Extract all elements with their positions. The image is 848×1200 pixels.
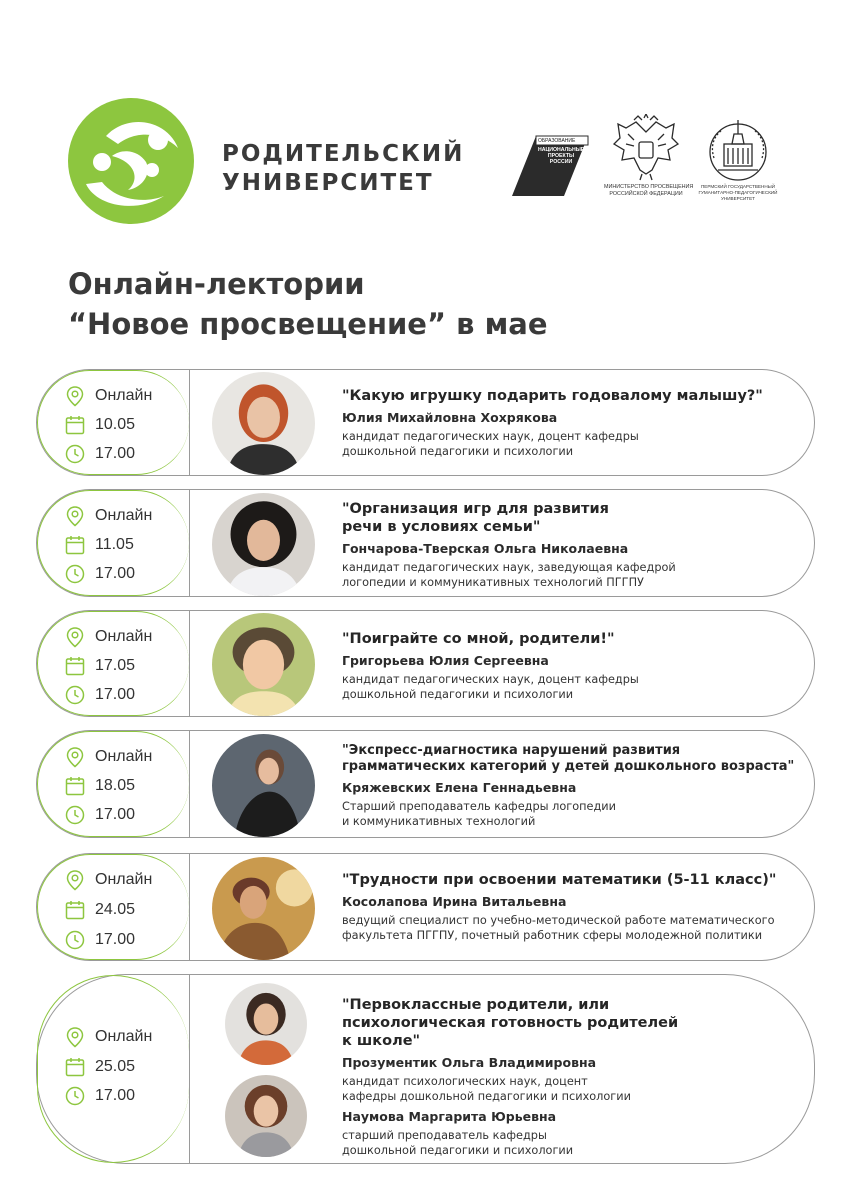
speaker-photo (212, 857, 315, 960)
event-time: 17.00 (95, 445, 136, 462)
ministry-caption (604, 184, 694, 198)
speaker-name: Юлия Михайловна Хохрякова (342, 410, 558, 425)
speaker-name: Косолапова Ирина Витальевна (342, 894, 567, 909)
event-meta (37, 611, 189, 716)
uni-line-3: УНИВЕРСИТЕТ (721, 196, 755, 201)
event-info (342, 996, 797, 1158)
speaker-position-line: ведущий специалист по учебно-методической работе математического (342, 914, 775, 927)
event-format-row (64, 626, 152, 648)
event-meta (37, 854, 189, 960)
uni-line-2: ГУМАНИТАРНО-ПЕДАГОГИЧЕСКИЙ (698, 190, 778, 195)
calendar-icon (64, 655, 86, 677)
event-date: 10.05 (95, 416, 136, 433)
event-date: 25.05 (95, 1058, 136, 1075)
speaker-position (342, 560, 797, 590)
event-time-row (64, 929, 135, 951)
speaker-position-line: кандидат психологических наук, доцент (342, 1075, 588, 1088)
speaker-position-line: кандидат педагогических наук, доцент кафедры (342, 673, 639, 686)
lecture-title-line: "Экспресс-диагностика нарушений развития (342, 743, 681, 758)
lecture-title-line: "Какую игрушку подарить годовалому малышу?" (342, 388, 763, 404)
brand-line-2: УНИВЕРСИТЕТ (222, 170, 434, 196)
clock-icon (64, 1085, 86, 1107)
lecture-title-line: к школе" (342, 1033, 421, 1049)
event-date: 24.05 (95, 901, 136, 918)
calendar-icon (64, 1056, 86, 1078)
event-time: 17.00 (95, 1087, 136, 1104)
event-time-row (64, 1085, 135, 1107)
location-pin-icon (64, 385, 86, 407)
ministry-line-2: РОССИЙСКОЙ ФЕДЕРАЦИИ (609, 191, 683, 197)
speaker-position-line: кандидат педагогических наук, доцент кафедры (342, 430, 639, 443)
lecture-title (342, 500, 797, 536)
lecture-title (342, 630, 797, 648)
event-date-row (64, 899, 135, 921)
location-pin-icon (64, 626, 86, 648)
speaker-position-2 (342, 1128, 797, 1158)
np-logo-line-2: ПРОЕКТЫ (547, 153, 575, 159)
location-pin-icon (64, 746, 86, 768)
np-logo-line-3: РОССИИ (549, 159, 573, 165)
event-info (342, 630, 797, 702)
event-info (342, 871, 797, 943)
speaker-position-line: дошкольной педагогики и психологии (342, 1144, 574, 1157)
speaker-photo (212, 493, 315, 596)
event-meta (37, 490, 189, 596)
university-building-icon (696, 114, 780, 184)
calendar-icon (64, 414, 86, 436)
event-meta (37, 731, 189, 837)
brand-name (222, 140, 464, 198)
double-headed-eagle-icon (604, 114, 688, 184)
speaker-position-line: кафедры дошкольной педагогики и психологии (342, 1090, 631, 1103)
speaker-name: Григорьева Юлия Сергеевна (342, 653, 549, 668)
event-format: Онлайн (95, 387, 153, 404)
card-divider (189, 975, 190, 1163)
event-date: 18.05 (95, 777, 136, 794)
national-projects-logo (512, 134, 590, 198)
speaker-position-line: логопедии и коммуникативных технологий ПГГПУ (342, 576, 644, 589)
card-divider (189, 611, 190, 716)
speaker-position-line: Старший преподаватель кафедры логопедии (342, 800, 616, 813)
lecture-title-line: "Поиграйте со мной, родители!" (342, 631, 615, 647)
speaker-position-line: старший преподаватель кафедры (342, 1129, 547, 1142)
card-divider (189, 370, 190, 475)
event-format-row (64, 869, 152, 891)
event-time: 17.00 (95, 565, 136, 582)
card-divider (189, 731, 190, 837)
event-time: 17.00 (95, 806, 136, 823)
event-info (342, 743, 797, 829)
page-title (68, 264, 548, 344)
event-date: 17.05 (95, 657, 136, 674)
event-date-row (64, 534, 134, 556)
lecture-title (342, 871, 797, 889)
lecture-title-line: психологическая готовность родителей (342, 1015, 679, 1031)
event-time: 17.00 (95, 686, 136, 703)
card-divider (189, 854, 190, 960)
event-time-row (64, 804, 135, 826)
event-card (36, 610, 815, 717)
page-title-line-1: Онлайн-лектории (68, 267, 365, 301)
event-card (36, 853, 815, 961)
speaker-position-line: факультета ПГГПУ, почетный работник сферы молодежной политики (342, 929, 763, 942)
event-time-row (64, 443, 135, 465)
speaker-name: Кряжевских Елена Геннадьевна (342, 780, 577, 795)
lecture-title-line: речи в условиях семьи" (342, 519, 541, 535)
lecture-title (342, 743, 797, 775)
speaker-name-2: Наумова Маргарита Юрьевна (342, 1109, 557, 1124)
event-time: 17.00 (95, 931, 136, 948)
event-info (342, 387, 797, 459)
calendar-icon (64, 534, 86, 556)
speaker-photo (212, 613, 315, 716)
location-pin-icon (64, 1026, 86, 1048)
event-time-row (64, 563, 135, 585)
clock-icon (64, 929, 86, 951)
page-title-line-2: “Новое просвещение” в мае (68, 307, 548, 341)
speaker-photo (212, 372, 315, 475)
lecture-title-line: грамматических категорий у детей дошкольного возраста" (342, 759, 795, 774)
brand-line-1: РОДИТЕЛЬСКИЙ (222, 141, 465, 167)
speaker-position (342, 799, 797, 829)
speaker-photo (212, 734, 315, 837)
lecture-title (342, 387, 797, 405)
calendar-icon (64, 775, 86, 797)
speaker-name: Прозументик Ольга Владимировна (342, 1055, 597, 1070)
event-format-row (64, 746, 152, 768)
event-format-row (64, 505, 152, 527)
event-date-row (64, 414, 135, 436)
location-pin-icon (64, 869, 86, 891)
speaker-position-line: кандидат педагогических наук, заведующая кафедрой (342, 561, 676, 574)
calendar-icon (64, 899, 86, 921)
uni-line-1: ПЕРМСКИЙ ГОСУДАРСТВЕННЫЙ (700, 184, 776, 189)
event-card (36, 974, 815, 1164)
event-card (36, 369, 815, 476)
pggpu-logo (696, 114, 780, 206)
location-pin-icon (64, 505, 86, 527)
event-date-row (64, 775, 135, 797)
clock-icon (64, 563, 86, 585)
event-meta (37, 370, 189, 475)
parent-university-logo (66, 96, 196, 226)
clock-icon (64, 804, 86, 826)
ministry-line-1: МИНИСТЕРСТВО ПРОСВЕЩЕНИЯ (604, 184, 694, 190)
clock-icon (64, 443, 86, 465)
event-date-row (64, 1056, 135, 1078)
speaker-position-line: дошкольной педагогики и психологии (342, 445, 574, 458)
np-logo-text (538, 147, 584, 165)
speaker-position (342, 429, 797, 459)
event-card (36, 489, 815, 597)
event-date-row (64, 655, 135, 677)
lecture-title (342, 996, 797, 1050)
event-date: 11.05 (95, 536, 134, 553)
ministry-logo (604, 114, 694, 206)
np-logo-line-1: НАЦИОНАЛЬНЫЕ (538, 147, 585, 153)
event-format: Онлайн (95, 507, 153, 524)
lecture-title-line: "Трудности при освоении математики (5-11 класс)" (342, 872, 777, 888)
speaker-photo (225, 983, 307, 1065)
clock-icon (64, 684, 86, 706)
speaker-position (342, 1074, 797, 1104)
event-format: Онлайн (95, 628, 153, 645)
event-format-row (64, 1026, 152, 1048)
event-meta (37, 975, 189, 1163)
speaker-photo (225, 1075, 307, 1157)
np-logo-top-text: ОБРАЗОВАНИЕ (538, 138, 576, 144)
event-info (342, 500, 797, 590)
lecture-title-line: "Организация игр для развития (342, 501, 609, 517)
card-divider (189, 490, 190, 596)
speaker-name: Гончарова-Тверская Ольга Николаевна (342, 541, 629, 556)
event-format: Онлайн (95, 748, 153, 765)
event-card (36, 730, 815, 838)
speaker-position-line: и коммуникативных технологий (342, 815, 536, 828)
lecture-title-line: "Первоклассные родители, или (342, 997, 610, 1013)
event-time-row (64, 684, 135, 706)
event-format-row (64, 385, 152, 407)
speaker-position-line: дошкольной педагогики и психологии (342, 688, 574, 701)
pggpu-caption (696, 184, 780, 202)
event-format: Онлайн (95, 871, 153, 888)
speaker-position (342, 913, 797, 943)
speaker-position (342, 672, 797, 702)
event-format: Онлайн (95, 1028, 153, 1045)
